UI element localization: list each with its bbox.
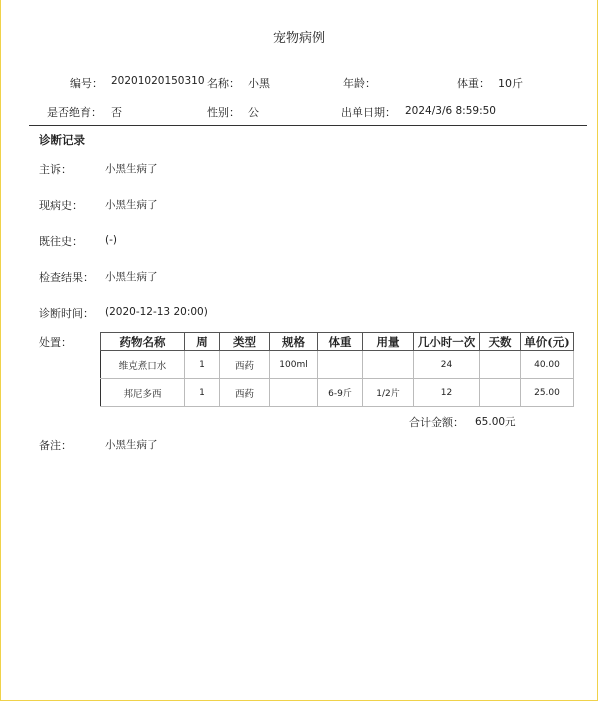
col-weight: 体重 [318, 333, 363, 351]
cell-dosage [363, 351, 414, 379]
cell-days [480, 379, 521, 407]
cell-type: 西药 [220, 379, 270, 407]
cell-unit-price: 40.00 [521, 351, 574, 379]
past-history-value: (-) [105, 234, 117, 246]
remarks-value: 小黑生病了 [105, 439, 158, 451]
col-spec: 规格 [270, 333, 318, 351]
header-divider [29, 125, 587, 126]
present-history-label: 现病史： [39, 199, 83, 212]
sex-value: 公 [248, 106, 259, 119]
cell-drug-name: 邦尼多西 [101, 379, 185, 407]
col-frequency: 几小时一次 [414, 333, 480, 351]
cell-spec [270, 379, 318, 407]
cell-weight [318, 351, 363, 379]
neutered-value: 否 [111, 106, 122, 119]
pet-name-label: 名称： [207, 77, 240, 90]
age-label: 年龄： [343, 77, 376, 90]
diagnosis-time-label: 诊断时间： [39, 307, 94, 320]
col-drug-name: 药物名称 [101, 333, 185, 351]
total-value: 65.00元 [475, 416, 516, 428]
cell-week: 1 [185, 351, 220, 379]
col-week: 周 [185, 333, 220, 351]
pet-name-value: 小黑 [248, 77, 270, 90]
col-type: 类型 [220, 333, 270, 351]
neutered-label: 是否绝育： [47, 106, 102, 119]
cell-week: 1 [185, 379, 220, 407]
present-history-value: 小黑生病了 [105, 199, 158, 211]
total-label: 合计金额： [409, 416, 464, 429]
diagnosis-section-title: 诊断记录 [39, 133, 85, 147]
exam-result-value: 小黑生病了 [105, 271, 158, 283]
id-value: 20201020150310 [111, 75, 205, 87]
date-value: 2024/3/6 8:59:50 [405, 105, 496, 117]
table-row [101, 351, 574, 379]
treatment-label: 处置： [39, 336, 72, 349]
weight-label: 体重： [457, 77, 490, 90]
id-label: 编号： [70, 77, 103, 90]
cell-spec: 100ml [270, 351, 318, 379]
cell-days [480, 351, 521, 379]
weight-value: 10斤 [498, 77, 523, 90]
cell-unit-price: 25.00 [521, 379, 574, 407]
past-history-label: 既往史： [39, 235, 83, 248]
col-days: 天数 [480, 333, 521, 351]
cell-weight: 6-9斤 [318, 379, 363, 407]
col-dosage: 用量 [363, 333, 414, 351]
table-row [101, 379, 574, 407]
cell-type: 西药 [220, 351, 270, 379]
date-label: 出单日期： [341, 106, 396, 119]
cell-frequency: 12 [414, 379, 480, 407]
cell-drug-name: 维克煮口水 [101, 351, 185, 379]
exam-result-label: 检查结果： [39, 271, 94, 284]
cell-dosage: 1/2片 [363, 379, 414, 407]
cell-frequency: 24 [414, 351, 480, 379]
table-header-row [101, 333, 574, 351]
diagnosis-time-value: (2020-12-13 20:00) [105, 306, 208, 318]
complaint-label: 主诉： [39, 163, 72, 176]
document-title: 宠物病例 [272, 31, 325, 46]
remarks-label: 备注： [39, 439, 72, 452]
col-unit-price: 单价(元) [521, 333, 574, 351]
prescription-table [100, 332, 574, 407]
complaint-value: 小黑生病了 [105, 163, 158, 175]
sex-label: 性别： [207, 106, 240, 119]
